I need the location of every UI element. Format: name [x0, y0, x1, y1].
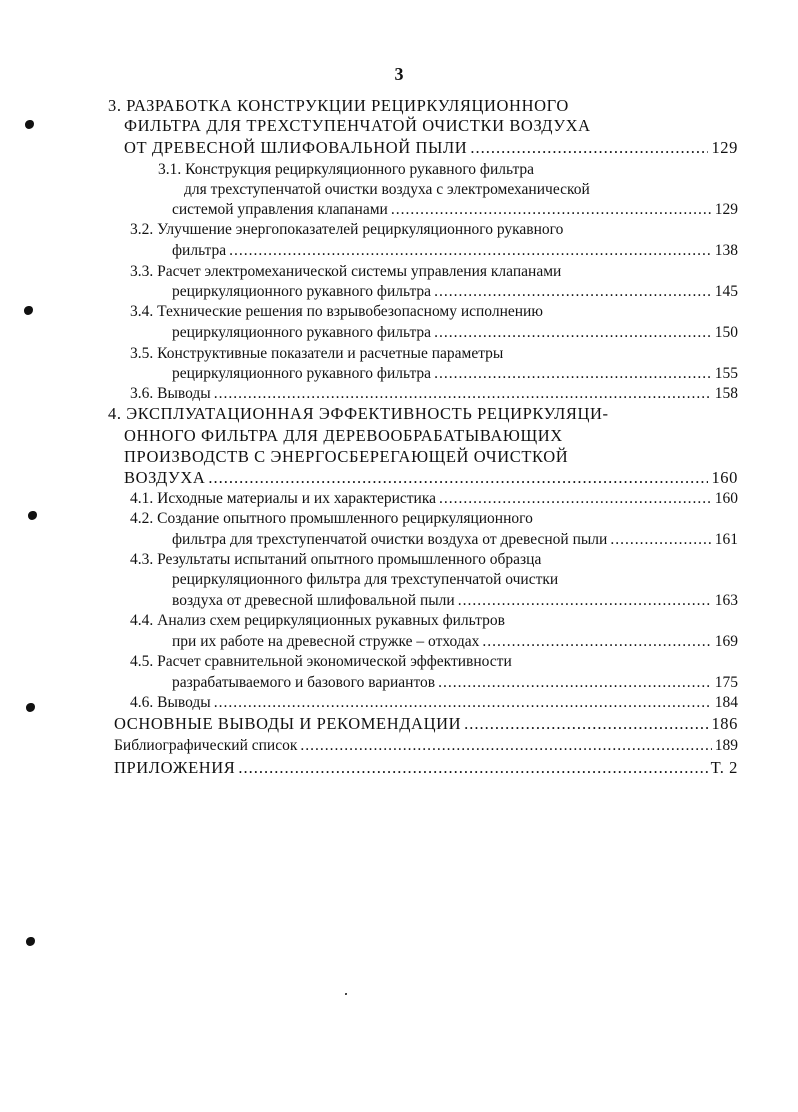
toc-page-number: 129 [711, 138, 738, 157]
toc-line-text: Библиографический список [114, 737, 298, 754]
page-number: 3 [394, 64, 404, 84]
toc-line [172, 570, 558, 590]
binding-hole-mark [25, 120, 34, 129]
toc-line [130, 652, 512, 672]
toc-line [124, 116, 591, 136]
toc-page-number: 163 [714, 592, 738, 609]
leader-dots [610, 530, 711, 550]
leader-dots [391, 200, 712, 220]
toc-line [114, 758, 738, 778]
toc-line [172, 530, 738, 550]
toc-page-number: 161 [714, 531, 738, 548]
toc-line [108, 404, 609, 424]
toc-line-text: 3.6. Выводы [130, 385, 211, 402]
toc-line [172, 591, 738, 611]
toc-line-text: ОСНОВНЫЕ ВЫВОДЫ И РЕКОМЕНДАЦИИ [114, 714, 462, 733]
toc-line [172, 323, 738, 343]
leader-dots [300, 736, 711, 756]
toc-line-text: фильтра для трехступенчатой очистки воздуха от древесной пыли [172, 531, 608, 548]
toc-line [172, 364, 738, 384]
toc-line [130, 220, 563, 240]
leader-dots [208, 468, 708, 488]
toc-line [124, 426, 563, 446]
toc-line [172, 282, 738, 302]
toc-line [130, 611, 505, 631]
toc-line [130, 550, 541, 570]
leader-dots [438, 673, 712, 693]
toc-line [130, 693, 738, 713]
leader-dots [434, 323, 712, 343]
toc-line [172, 632, 738, 652]
toc-line [130, 384, 738, 404]
toc-line-text: воздуха от древесной шлифовальной пыли [172, 592, 455, 609]
toc-line-text: ВОЗДУХА [124, 468, 206, 487]
toc-page-number: 138 [714, 242, 738, 259]
toc-page-number: 186 [711, 714, 738, 733]
toc-line-text: 4.4. Анализ схем рециркуляционных рукавных фильтров [130, 612, 505, 629]
toc-line-text: рециркуляционного рукавного фильтра [172, 324, 432, 341]
toc-line-text: разрабатываемого и базового вариантов [172, 674, 436, 691]
leader-dots [458, 591, 712, 611]
toc-page-number: 169 [714, 633, 738, 650]
binding-hole-mark [28, 511, 37, 520]
toc-line [114, 714, 738, 734]
toc-line [130, 262, 561, 282]
toc-line-text: 3.3. Расчет электромеханической системы управления клапанами [130, 263, 562, 280]
toc-line [108, 96, 569, 116]
toc-line-text: 4. ЭКСПЛУАТАЦИОННАЯ ЭФФЕКТИВНОСТЬ РЕЦИРКУЛЯЦИ- [108, 404, 609, 423]
toc-page-number: 129 [714, 201, 738, 218]
toc-line-text: 3.4. Технические решения по взрывобезопасному исполнению [130, 303, 543, 320]
toc-page-number: 189 [714, 737, 738, 754]
toc-line [172, 241, 738, 261]
toc-line-text: 3.5. Конструктивные показатели и расчетные параметры [130, 345, 504, 362]
binding-hole-mark [26, 937, 35, 946]
toc-line-text: ОННОГО ФИЛЬТРА ДЛЯ ДЕРЕВООБРАБАТЫВАЮЩИХ [124, 426, 563, 445]
leader-dots [238, 758, 707, 778]
toc-line [172, 673, 738, 693]
toc-line-text: ОТ ДРЕВЕСНОЙ ШЛИФОВАЛЬНОЙ ПЫЛИ [124, 138, 468, 157]
toc-line [130, 344, 503, 364]
toc-line-text: при их работе на древесной стружке – отходах [172, 633, 480, 650]
toc-line [124, 447, 568, 467]
toc-line-text: рециркуляционного рукавного фильтра [172, 365, 432, 382]
toc-page-number: 155 [714, 365, 738, 382]
toc-line [158, 160, 534, 180]
toc-line-text: 3.2. Улучшение энергопоказателей рециркуляционного рукавного [130, 221, 564, 238]
toc-line-text: для трехступенчатой очистки воздуха с электромеханической [184, 181, 590, 198]
leader-dots [482, 632, 711, 652]
toc-line [130, 302, 543, 322]
toc-line [184, 180, 590, 200]
leader-dots [464, 714, 708, 734]
toc-page-number: 158 [714, 385, 738, 402]
toc-line-text: 4.5. Расчет сравнительной экономической эффективности [130, 653, 512, 670]
toc-line-text: 4.6. Выводы [130, 694, 211, 711]
toc-line-text: рециркуляционного рукавного фильтра [172, 283, 432, 300]
toc-line [172, 200, 738, 220]
toc-line-text: 3. РАЗРАБОТКА КОНСТРУКЦИИ РЕЦИРКУЛЯЦИОННОГО [108, 96, 569, 115]
toc-line [130, 489, 738, 509]
leader-dots [214, 384, 712, 404]
toc-line-text: системой управления клапанами [172, 201, 388, 218]
toc-line-text: 4.2. Создание опытного промышленного рециркуляционного [130, 510, 533, 527]
binding-hole-mark [26, 703, 35, 712]
toc-page-number: 175 [714, 674, 738, 691]
toc-line-text: рециркуляционного фильтра для трехступенчатой очистки [172, 571, 559, 588]
leader-dots [434, 364, 712, 384]
toc-page-number: 160 [714, 490, 738, 507]
toc-line-text: 3.1. Конструкция рециркуляционного рукавного фильтра [158, 161, 535, 178]
toc-line [130, 509, 533, 529]
toc-line [124, 468, 738, 488]
leader-dots [470, 138, 708, 158]
speck-mark [345, 993, 347, 995]
toc-line-text: 4.3. Результаты испытаний опытного промышленного образца [130, 551, 542, 568]
toc-line-text: ПРОИЗВОДСТВ С ЭНЕРГОСБЕРЕГАЮЩЕЙ ОЧИСТКОЙ [124, 447, 569, 466]
leader-dots [434, 282, 712, 302]
toc-line-text: ПРИЛОЖЕНИЯ [114, 758, 236, 777]
toc-line [114, 736, 738, 756]
toc-line-text: фильтра [172, 242, 227, 259]
binding-hole-mark [24, 306, 33, 315]
leader-dots [214, 693, 712, 713]
toc-page-number: Т. 2 [710, 758, 738, 777]
leader-dots [229, 241, 712, 261]
leader-dots [439, 489, 712, 509]
toc-page-number: 150 [714, 324, 738, 341]
toc-page-number: 184 [714, 694, 738, 711]
toc-page-number: 145 [714, 283, 738, 300]
toc-page-number: 160 [711, 468, 738, 487]
toc-line-text: 4.1. Исходные материалы и их характеристика [130, 490, 437, 507]
toc-line-text: ФИЛЬТРА ДЛЯ ТРЕХСТУПЕНЧАТОЙ ОЧИСТКИ ВОЗДУХА [124, 116, 591, 135]
toc-line [124, 138, 738, 158]
